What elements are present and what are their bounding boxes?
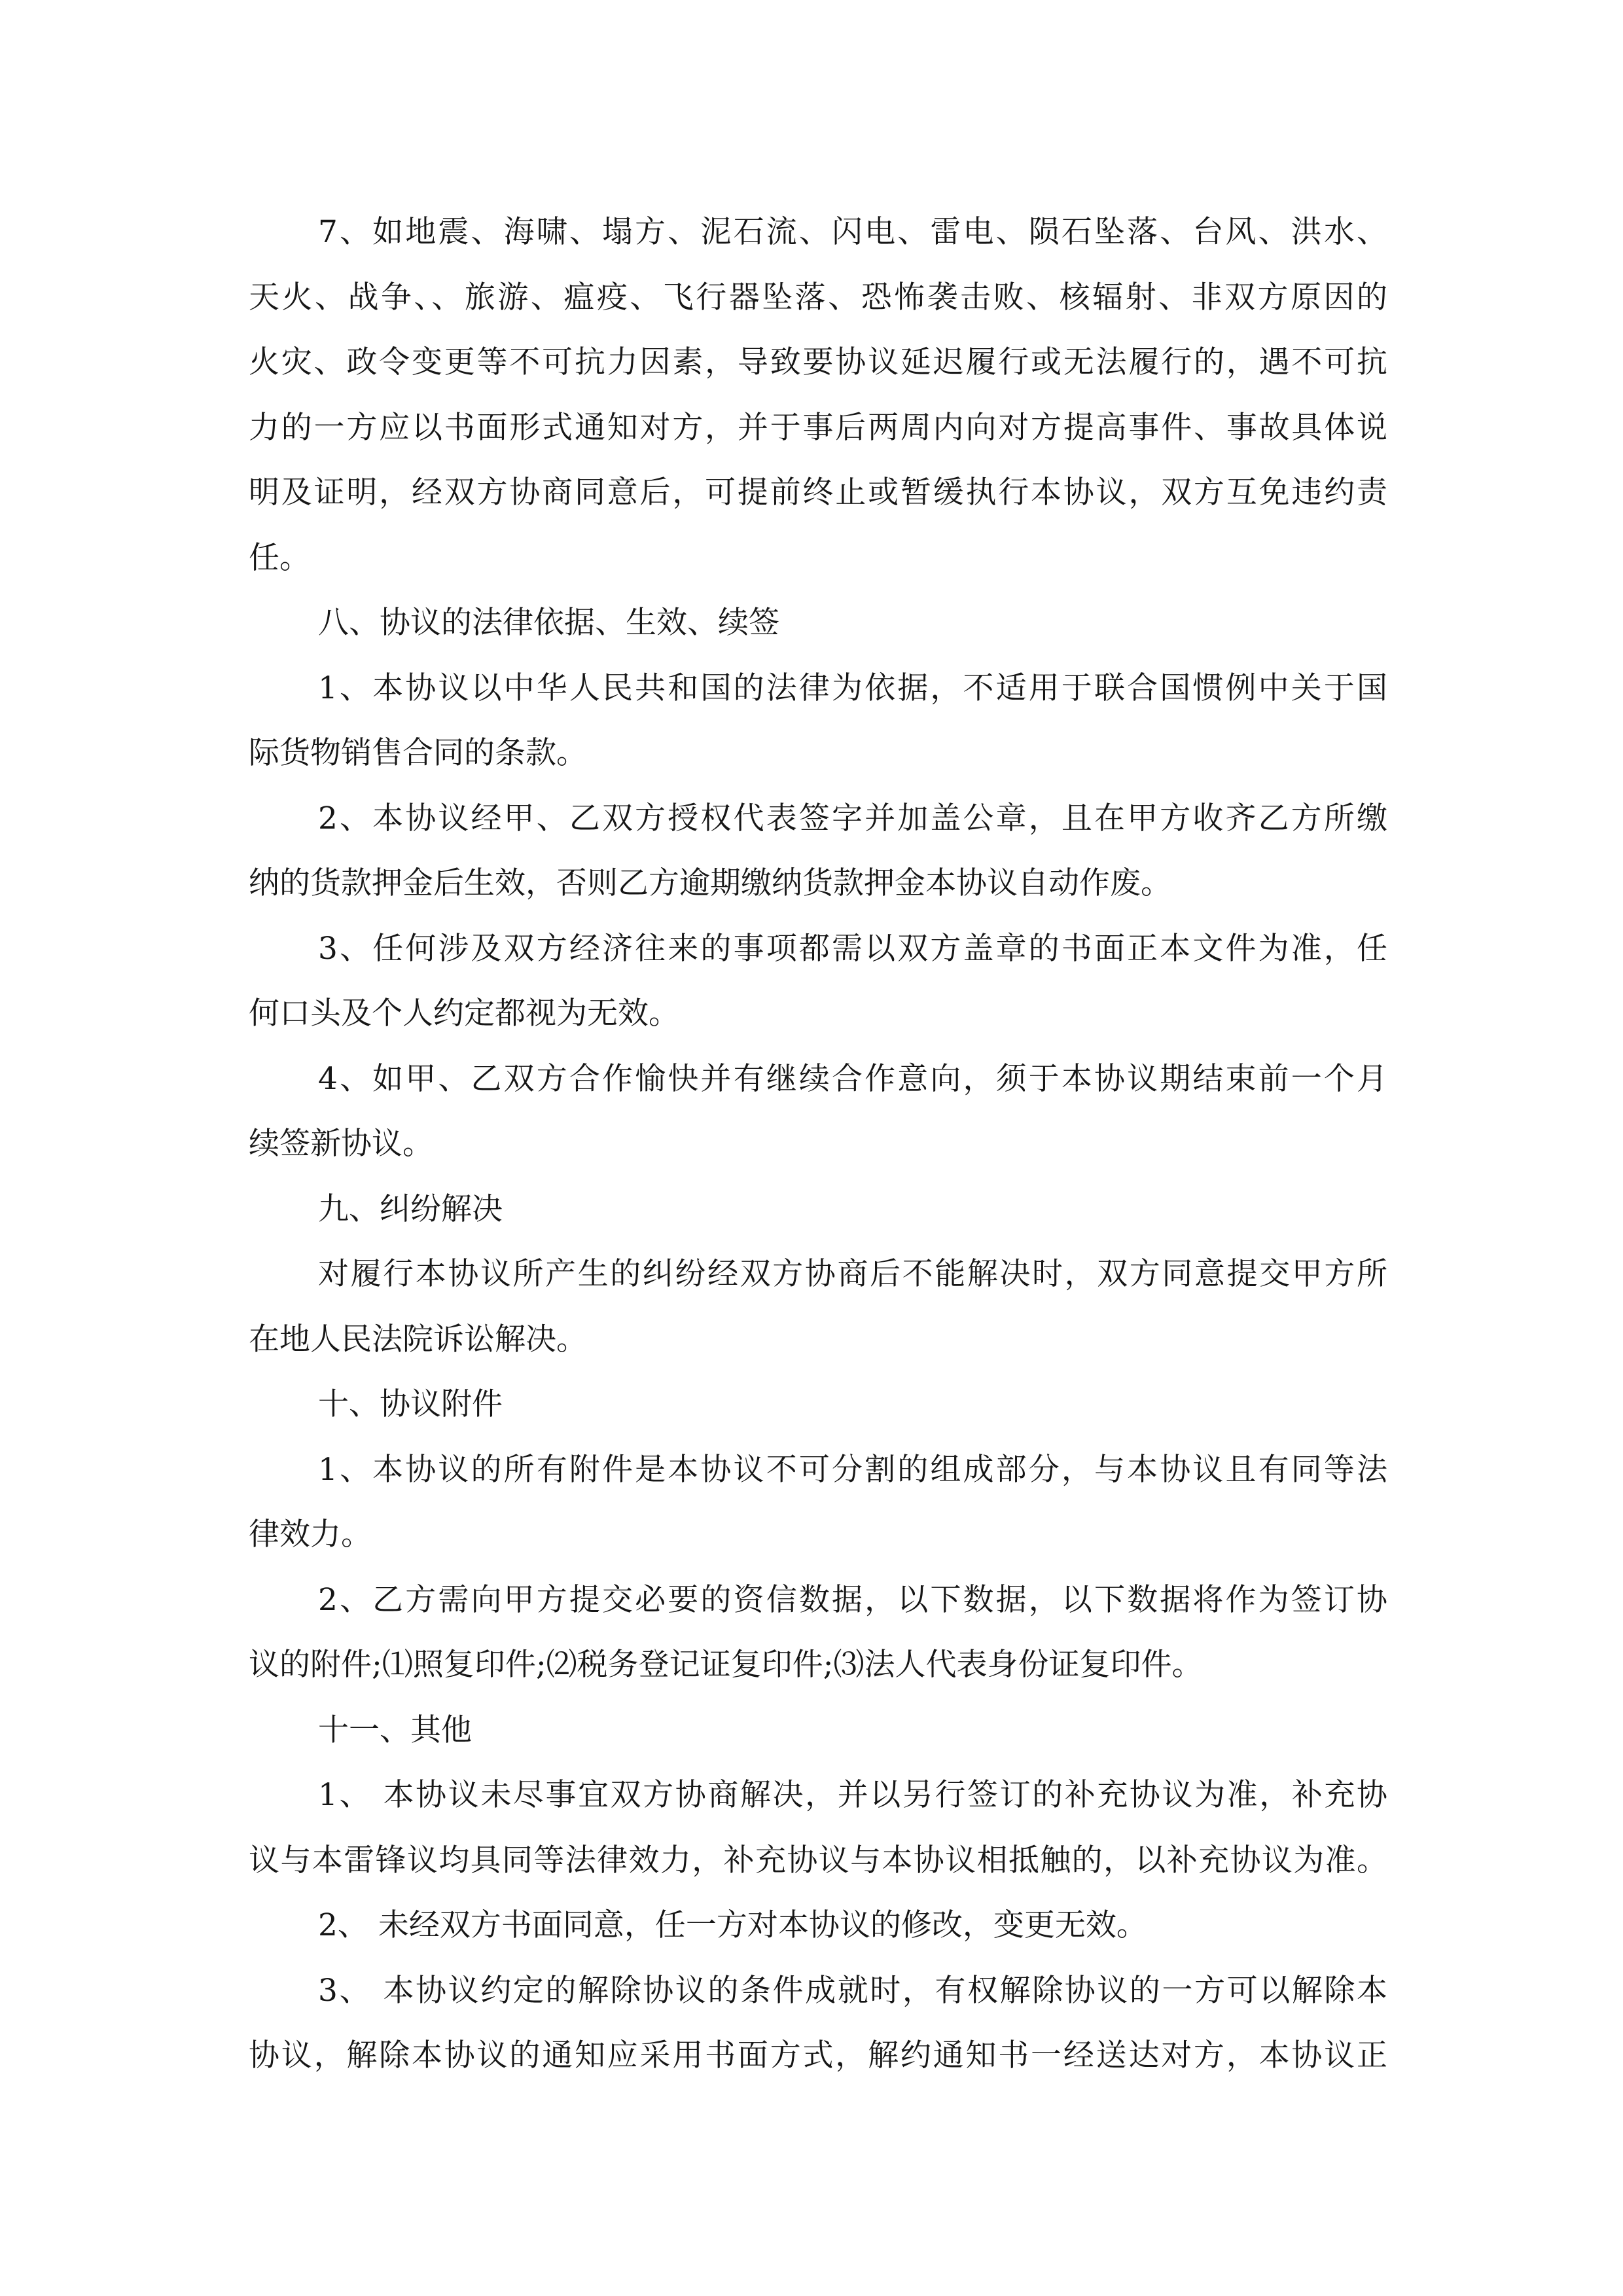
section-heading-dispute (249, 1177, 1387, 1242)
text-line: 力的一方应以书面形式通知对方，并于事后两周内向对方提高事件、事故具体说 (249, 409, 1387, 446)
text-line: 律效力。 (249, 1516, 372, 1552)
text-line: 2、本协议经甲、乙双方授权代表签字并加盖公章，且在甲方收齐乙方所缴 (318, 800, 1387, 836)
text-line: 何口头及个人约定都视为无效。 (249, 996, 679, 1031)
text-line: 对履行本协议所产生的纠纷经双方协商后不能解决时，双方同意提交甲方所 (318, 1256, 1387, 1292)
text-line: 1、 本协议未尽事宜双方协商解决，并以另行签订的补充协议为准，补充协 (318, 1777, 1387, 1813)
section-heading: 九、纠纷解决 (318, 1191, 503, 1227)
text-line: 1、本协议的所有附件是本协议不可分割的组成部分，与本协议且有同等法 (318, 1451, 1387, 1488)
text-line: 火灾、政令变更等不可抗力因素，导致要协议延迟履行或无法履行的，遇不可抗 (249, 344, 1387, 380)
text-line: 天火、战争、、旅游、瘟疫、飞行器坠落、恐怖袭击败、核辐射、非双方原因的 (249, 279, 1387, 315)
paragraph-legal-basis-3 (249, 916, 1387, 1047)
document-body (249, 200, 1387, 2089)
section-heading-attachments (249, 1372, 1387, 1437)
paragraph-dispute (249, 1242, 1387, 1372)
text-line: 际货物销售合同的条款。 (249, 735, 587, 771)
paragraph-force-majeure (249, 200, 1387, 590)
text-line: 议与本雷锋议均具同等法律效力，补充协议与本协议相抵触的，以补充协议为准。 (249, 1842, 1387, 1878)
text-line: 2、 未经双方书面同意，任一方对本协议的修改，变更无效。 (318, 1907, 1147, 1943)
text-line: 在地人民法院诉讼解决。 (249, 1321, 587, 1357)
paragraph-attachments-2 (249, 1568, 1387, 1698)
text-line: 纳的货款押金后生效，否则乙方逾期缴纳货款押金本协议自动作废。 (249, 865, 1171, 901)
paragraph-other-2 (249, 1893, 1387, 1958)
paragraph-other-3 (249, 1958, 1387, 2089)
paragraph-legal-basis-1 (249, 656, 1387, 786)
text-line: 3、任何涉及双方经济往来的事项都需以双方盖章的书面正本文件为准，任 (318, 930, 1387, 967)
paragraph-legal-basis-2 (249, 786, 1387, 916)
section-heading: 十、协议附件 (318, 1386, 503, 1422)
section-heading-legal-basis (249, 590, 1387, 656)
text-line: 续签新协议。 (249, 1126, 433, 1162)
text-line: 4、如甲、乙双方合作愉快并有继续合作意向，须于本协议期结束前一个月 (318, 1060, 1387, 1097)
paragraph-legal-basis-4 (249, 1047, 1387, 1177)
text-line: 3、 本协议约定的解除协议的条件成就时，有权解除协议的一方可以解除本 (318, 1972, 1387, 2009)
text-line: 协议，解除本协议的通知应采用书面方式，解约通知书一经送达对方，本协议正 (249, 2037, 1387, 2073)
text-line: 任。 (249, 539, 310, 576)
text-line: 2、乙方需向甲方提交必要的资信数据，以下数据，以下数据将作为签订协 (318, 1581, 1387, 1618)
text-line: 明及证明，经双方协商同意后，可提前终止或暂缓执行本协议，双方互免违约责 (249, 475, 1387, 511)
paragraph-attachments-1 (249, 1437, 1387, 1568)
paragraph-other-1 (249, 1763, 1387, 1893)
section-heading: 十一、其他 (318, 1712, 472, 1748)
text-line: 7、如地震、海啸、塌方、泥石流、闪电、雷电、陨石坠落、台风、洪水、 (318, 214, 1387, 250)
section-heading-other (249, 1698, 1387, 1763)
text-line: 议的附件;⑴照复印件;⑵税务登记证复印件;⑶法人代表身份证复印件。 (249, 1647, 1203, 1683)
section-heading: 八、协议的法律依据、生效、续签 (318, 605, 779, 641)
text-line: 1、本协议以中华人民共和国的法律为依据，不适用于联合国惯例中关于国 (318, 670, 1387, 706)
